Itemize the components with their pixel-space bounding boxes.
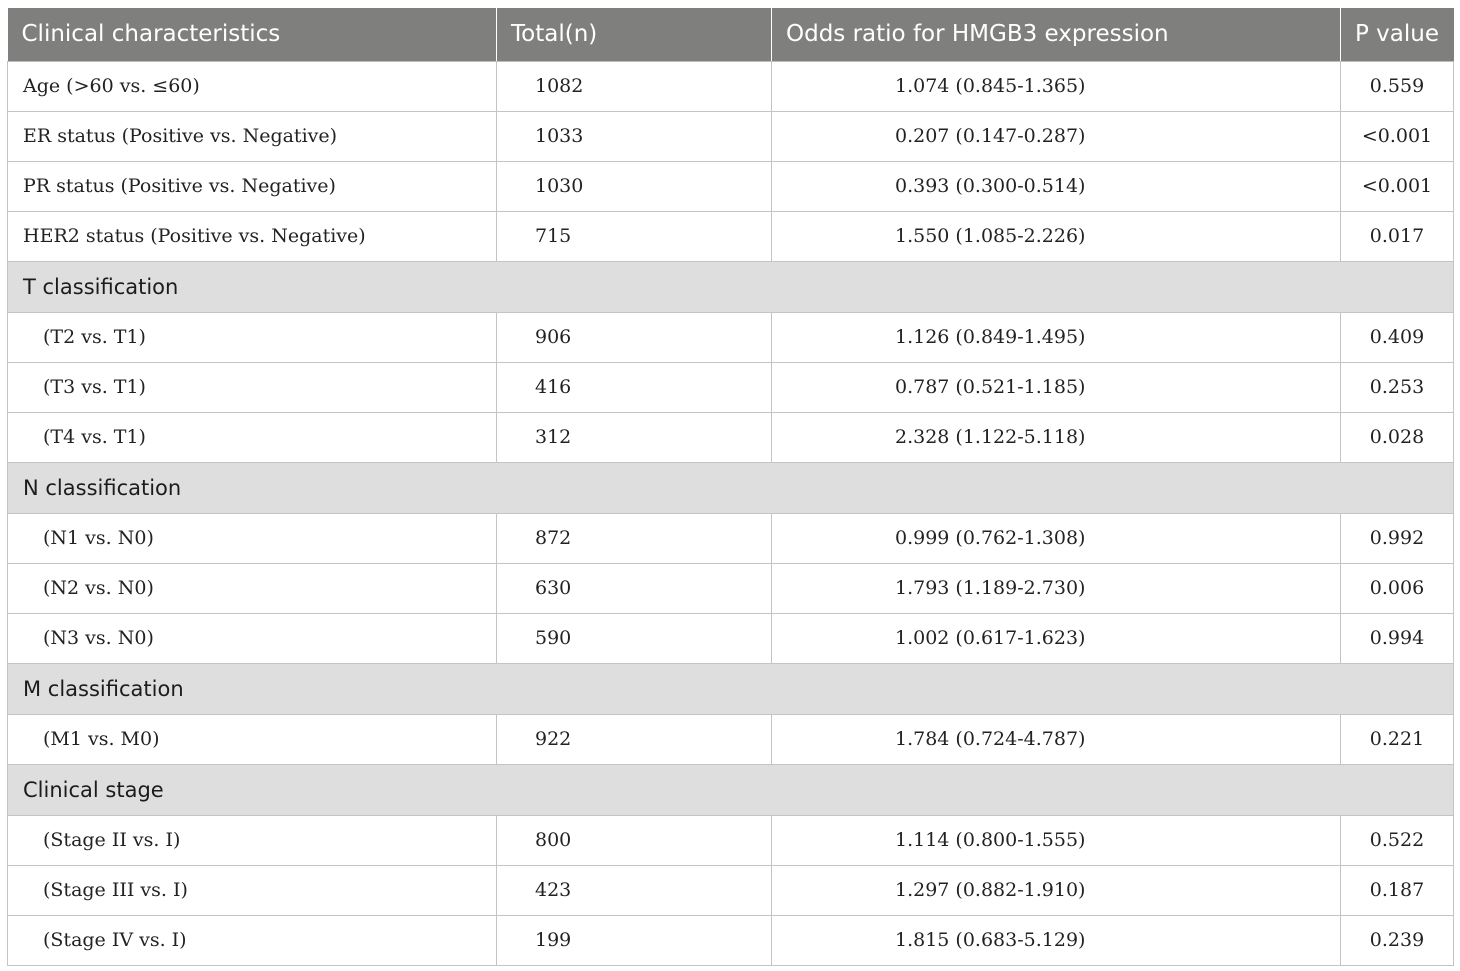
header-total: Total(n) (497, 8, 772, 61)
results-table-container (7, 8, 1453, 966)
row-odds-ratio-cell: 0.207 (0.147-0.287) (772, 111, 1341, 161)
section-header-row (8, 462, 1454, 513)
row-characteristic-cell: PR status (Positive vs. Negative) (8, 161, 497, 211)
row-characteristic-cell: ER status (Positive vs. Negative) (8, 111, 497, 161)
row-total-cell: 1082 (497, 61, 772, 111)
row-characteristic-cell: (M1 vs. M0) (8, 714, 497, 764)
table-row (8, 865, 1454, 915)
row-total-cell: 630 (497, 563, 772, 613)
row-total-cell: 906 (497, 312, 772, 362)
row-p-value-cell: <0.001 (1341, 161, 1454, 211)
row-odds-ratio-cell: 1.074 (0.845-1.365) (772, 61, 1341, 111)
row-characteristic-cell: (N1 vs. N0) (8, 513, 497, 563)
table-row (8, 815, 1454, 865)
row-odds-ratio-cell: 1.297 (0.882-1.910) (772, 865, 1341, 915)
section-header-label: N classification (8, 462, 1454, 513)
row-characteristic-cell: (T2 vs. T1) (8, 312, 497, 362)
row-p-value-cell: 0.239 (1341, 915, 1454, 965)
section-header-row (8, 663, 1454, 714)
row-characteristic-cell: (N3 vs. N0) (8, 613, 497, 663)
table-row (8, 563, 1454, 613)
header-clinical-characteristics: Clinical characteristics (8, 8, 497, 61)
row-total-cell: 922 (497, 714, 772, 764)
row-total-cell: 312 (497, 412, 772, 462)
row-total-cell: 590 (497, 613, 772, 663)
table-row (8, 111, 1454, 161)
row-odds-ratio-cell: 1.793 (1.189-2.730) (772, 563, 1341, 613)
section-header-row (8, 764, 1454, 815)
section-header-label: M classification (8, 663, 1454, 714)
row-total-cell: 872 (497, 513, 772, 563)
row-total-cell: 416 (497, 362, 772, 412)
row-total-cell: 800 (497, 815, 772, 865)
table-row (8, 362, 1454, 412)
row-characteristic-cell: Age (>60 vs. ≤60) (8, 61, 497, 111)
row-odds-ratio-cell: 1.550 (1.085-2.226) (772, 211, 1341, 261)
row-characteristic-cell: (T3 vs. T1) (8, 362, 497, 412)
row-p-value-cell: 0.992 (1341, 513, 1454, 563)
row-odds-ratio-cell: 0.393 (0.300-0.514) (772, 161, 1341, 211)
table-row (8, 613, 1454, 663)
row-p-value-cell: <0.001 (1341, 111, 1454, 161)
row-characteristic-cell: (Stage IV vs. I) (8, 915, 497, 965)
row-p-value-cell: 0.187 (1341, 865, 1454, 915)
row-total-cell: 199 (497, 915, 772, 965)
section-header-label: Clinical stage (8, 764, 1454, 815)
row-p-value-cell: 0.409 (1341, 312, 1454, 362)
row-total-cell: 1033 (497, 111, 772, 161)
row-odds-ratio-cell: 1.002 (0.617-1.623) (772, 613, 1341, 663)
row-odds-ratio-cell: 2.328 (1.122-5.118) (772, 412, 1341, 462)
row-p-value-cell: 0.017 (1341, 211, 1454, 261)
row-p-value-cell: 0.221 (1341, 714, 1454, 764)
table-row (8, 161, 1454, 211)
row-p-value-cell: 0.522 (1341, 815, 1454, 865)
row-characteristic-cell: (Stage II vs. I) (8, 815, 497, 865)
row-p-value-cell: 0.253 (1341, 362, 1454, 412)
table-row (8, 412, 1454, 462)
table-row (8, 915, 1454, 965)
row-odds-ratio-cell: 1.114 (0.800-1.555) (772, 815, 1341, 865)
table-header-row (8, 8, 1454, 61)
row-characteristic-cell: (Stage III vs. I) (8, 865, 497, 915)
row-p-value-cell: 0.994 (1341, 613, 1454, 663)
row-odds-ratio-cell: 1.784 (0.724-4.787) (772, 714, 1341, 764)
section-header-label: T classification (8, 261, 1454, 312)
header-odds-ratio: Odds ratio for HMGB3 expression (772, 8, 1341, 61)
row-characteristic-cell: (T4 vs. T1) (8, 412, 497, 462)
row-characteristic-cell: (N2 vs. N0) (8, 563, 497, 613)
row-p-value-cell: 0.028 (1341, 412, 1454, 462)
odds-ratio-table (7, 8, 1454, 966)
section-header-row (8, 261, 1454, 312)
row-p-value-cell: 0.006 (1341, 563, 1454, 613)
table-body (8, 61, 1454, 965)
table-row (8, 714, 1454, 764)
table-row (8, 312, 1454, 362)
row-odds-ratio-cell: 0.787 (0.521-1.185) (772, 362, 1341, 412)
row-total-cell: 715 (497, 211, 772, 261)
row-odds-ratio-cell: 1.126 (0.849-1.495) (772, 312, 1341, 362)
table-row (8, 211, 1454, 261)
row-p-value-cell: 0.559 (1341, 61, 1454, 111)
table-row (8, 61, 1454, 111)
row-characteristic-cell: HER2 status (Positive vs. Negative) (8, 211, 497, 261)
row-total-cell: 423 (497, 865, 772, 915)
header-p-value: P value (1341, 8, 1454, 61)
row-odds-ratio-cell: 1.815 (0.683-5.129) (772, 915, 1341, 965)
row-total-cell: 1030 (497, 161, 772, 211)
table-row (8, 513, 1454, 563)
row-odds-ratio-cell: 0.999 (0.762-1.308) (772, 513, 1341, 563)
